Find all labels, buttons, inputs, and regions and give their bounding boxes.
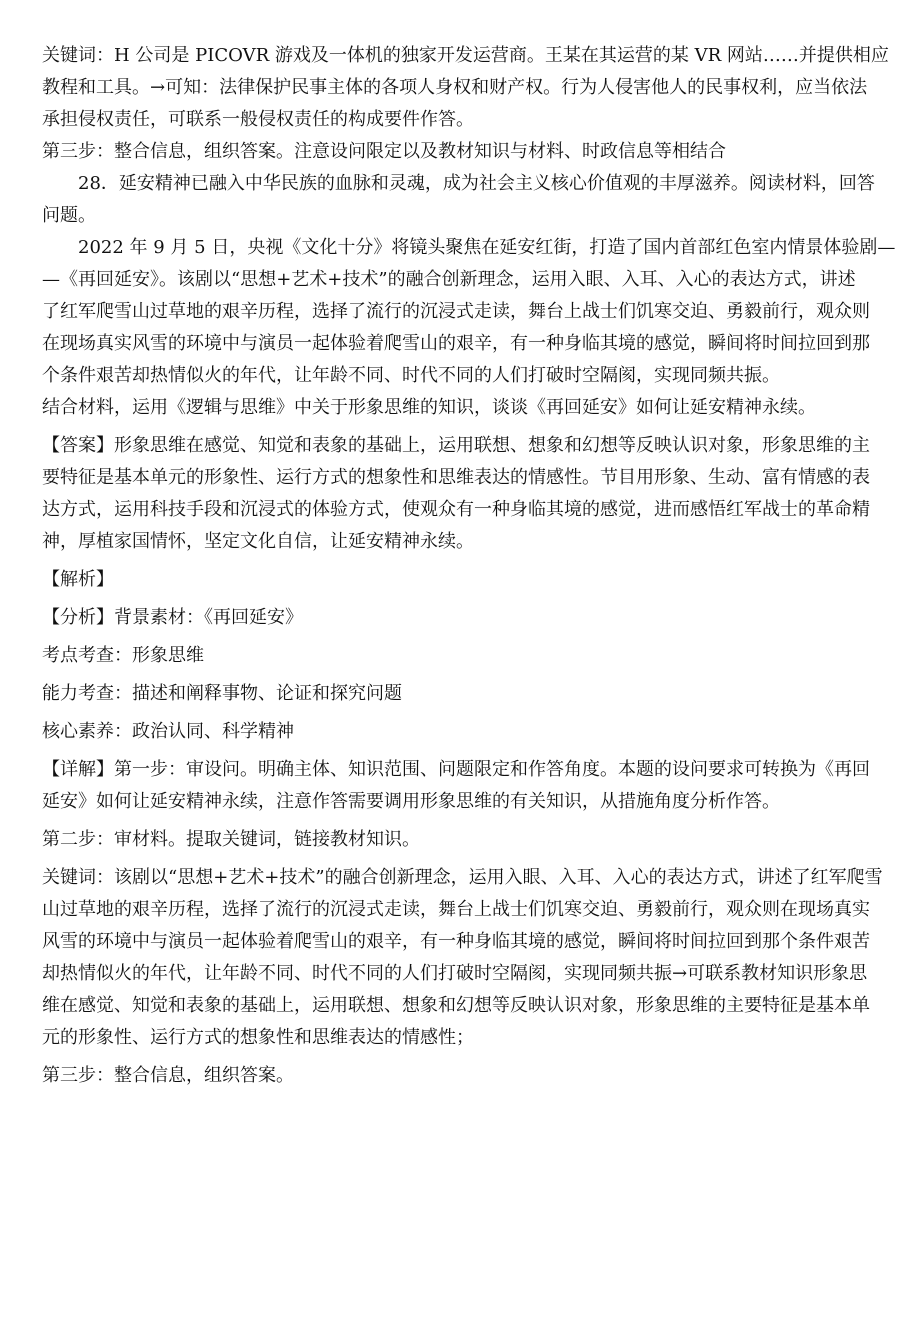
text-line: —《再回延安》。该剧以“思想+艺术+技术”的融合创新理念，运用入眼、入耳、入心的表达方式，讲述 bbox=[42, 269, 856, 290]
text-line: 却热情似火的年代，让年龄不同、时代不同的人们打破时空隔阂，实现同频共振→可联系教材知识形象思 bbox=[42, 963, 868, 984]
text-line: 承担侵权责任，可联系一般侵权责任的构成要件作答。 bbox=[42, 109, 474, 130]
keyword-paragraph-2 bbox=[42, 862, 883, 1054]
analysis-knowledge-point bbox=[42, 640, 858, 672]
text-line: 结合材料，运用《逻辑与思维》中关于形象思维的知识，谈谈《再回延安》如何让延安精神永续。 bbox=[42, 397, 816, 418]
text-line: 延安》如何让延安精神永续，注意作答需要调用形象思维的有关知识，从措施角度分析作答。 bbox=[42, 791, 780, 812]
detail-step-one bbox=[42, 754, 870, 818]
text-line: 问题。 bbox=[42, 205, 96, 226]
text-line: 28．延安精神已融入中华民族的血脉和灵魂，成为社会主义核心价值观的丰厚滋养。阅读材料，回答 bbox=[78, 173, 875, 194]
text-line: 能力考查：描述和阐释事物、论证和探究问题 bbox=[42, 683, 402, 704]
text-line: 维在感觉、知觉和表象的基础上，运用联想、想象和幻想等反映认识对象，形象思维的主要特征是基本单 bbox=[42, 995, 870, 1016]
question-28-stem bbox=[42, 168, 875, 232]
analysis-heading bbox=[42, 564, 858, 596]
question-28-material bbox=[42, 232, 896, 392]
text-line: 神，厚植家国情怀，坚定文化自信，让延安精神永续。 bbox=[42, 531, 474, 552]
text-line: 【解析】 bbox=[42, 569, 114, 590]
text-line: 风雪的环境中与演员一起体验着爬雪山的艰辛，有一种身临其境的感觉，瞬间将时间拉回到那个条件艰苦 bbox=[42, 931, 870, 952]
text-line: 了红军爬雪山过草地的艰辛历程，选择了流行的沉浸式走读，舞台上战士们饥寒交迫、勇毅前行，观众则 bbox=[42, 301, 870, 322]
step-three-paragraph-1 bbox=[42, 136, 858, 168]
text-line: 第三步：整合信息，组织答案。注意设问限定以及教材知识与材料、时政信息等相结合 bbox=[42, 141, 726, 162]
text-line: 考点考查：形象思维 bbox=[42, 645, 204, 666]
detail-step-two bbox=[42, 824, 858, 856]
text-line: 在现场真实风雪的环境中与演员一起体验着爬雪山的艰辛，有一种身临其境的感觉，瞬间将时间拉回到那 bbox=[42, 333, 870, 354]
text-line: 【答案】形象思维在感觉、知觉和表象的基础上，运用联想、想象和幻想等反映认识对象，形象思维的主 bbox=[42, 435, 870, 456]
text-line: 2022 年 9 月 5 日，央视《文化十分》将镜头聚焦在延安红街，打造了国内首部红色室内情景体验剧— bbox=[78, 237, 896, 258]
analysis-core-literacy bbox=[42, 716, 858, 748]
question-28-prompt bbox=[42, 392, 858, 424]
text-line: 核心素养：政治认同、科学精神 bbox=[42, 721, 294, 742]
text-line: 关键词：该剧以“思想+艺术+技术”的融合创新理念，运用入眼、入耳、入心的表达方式，讲述了红军爬雪 bbox=[42, 867, 883, 888]
text-line: 达方式，运用科技手段和沉浸式的体验方式，使观众有一种身临其境的感觉，进而感悟红军战士的革命精 bbox=[42, 499, 870, 520]
text-line: 第二步：审材料。提取关键词，链接教材知识。 bbox=[42, 829, 420, 850]
answer-paragraph bbox=[42, 430, 870, 558]
text-line: 元的形象性、运行方式的想象性和思维表达的情感性； bbox=[42, 1027, 474, 1048]
text-line: 【分析】背景素材：《再回延安》 bbox=[42, 607, 303, 628]
text-line: 第三步：整合信息，组织答案。 bbox=[42, 1065, 294, 1086]
text-line: 要特征是基本单元的形象性、运行方式的想象性和思维表达的情感性。节目用形象、生动、富有情感的表 bbox=[42, 467, 870, 488]
text-line: 山过草地的艰辛历程，选择了流行的沉浸式走读，舞台上战士们饥寒交迫、勇毅前行，观众则在现场真实 bbox=[42, 899, 870, 920]
analysis-ability bbox=[42, 678, 858, 710]
step-three-paragraph-2 bbox=[42, 1060, 858, 1092]
text-line: 教程和工具。→可知：法律保护民事主体的各项人身权和财产权。行为人侵害他人的民事权利，应当依法 bbox=[42, 77, 868, 98]
analysis-background bbox=[42, 602, 858, 634]
keyword-paragraph-1 bbox=[42, 40, 889, 136]
text-line: 关键词：H 公司是 PICOVR 游戏及一体机的独家开发运营商。王某在其运营的某 VR 网站……并提供相应 bbox=[42, 45, 889, 66]
text-line: 【详解】第一步：审设问。明确主体、知识范围、问题限定和作答角度。本题的设问要求可转换为《再回 bbox=[42, 759, 870, 780]
text-line: 个条件艰苦却热情似火的年代，让年龄不同、时代不同的人们打破时空隔阂，实现同频共振。 bbox=[42, 365, 780, 386]
